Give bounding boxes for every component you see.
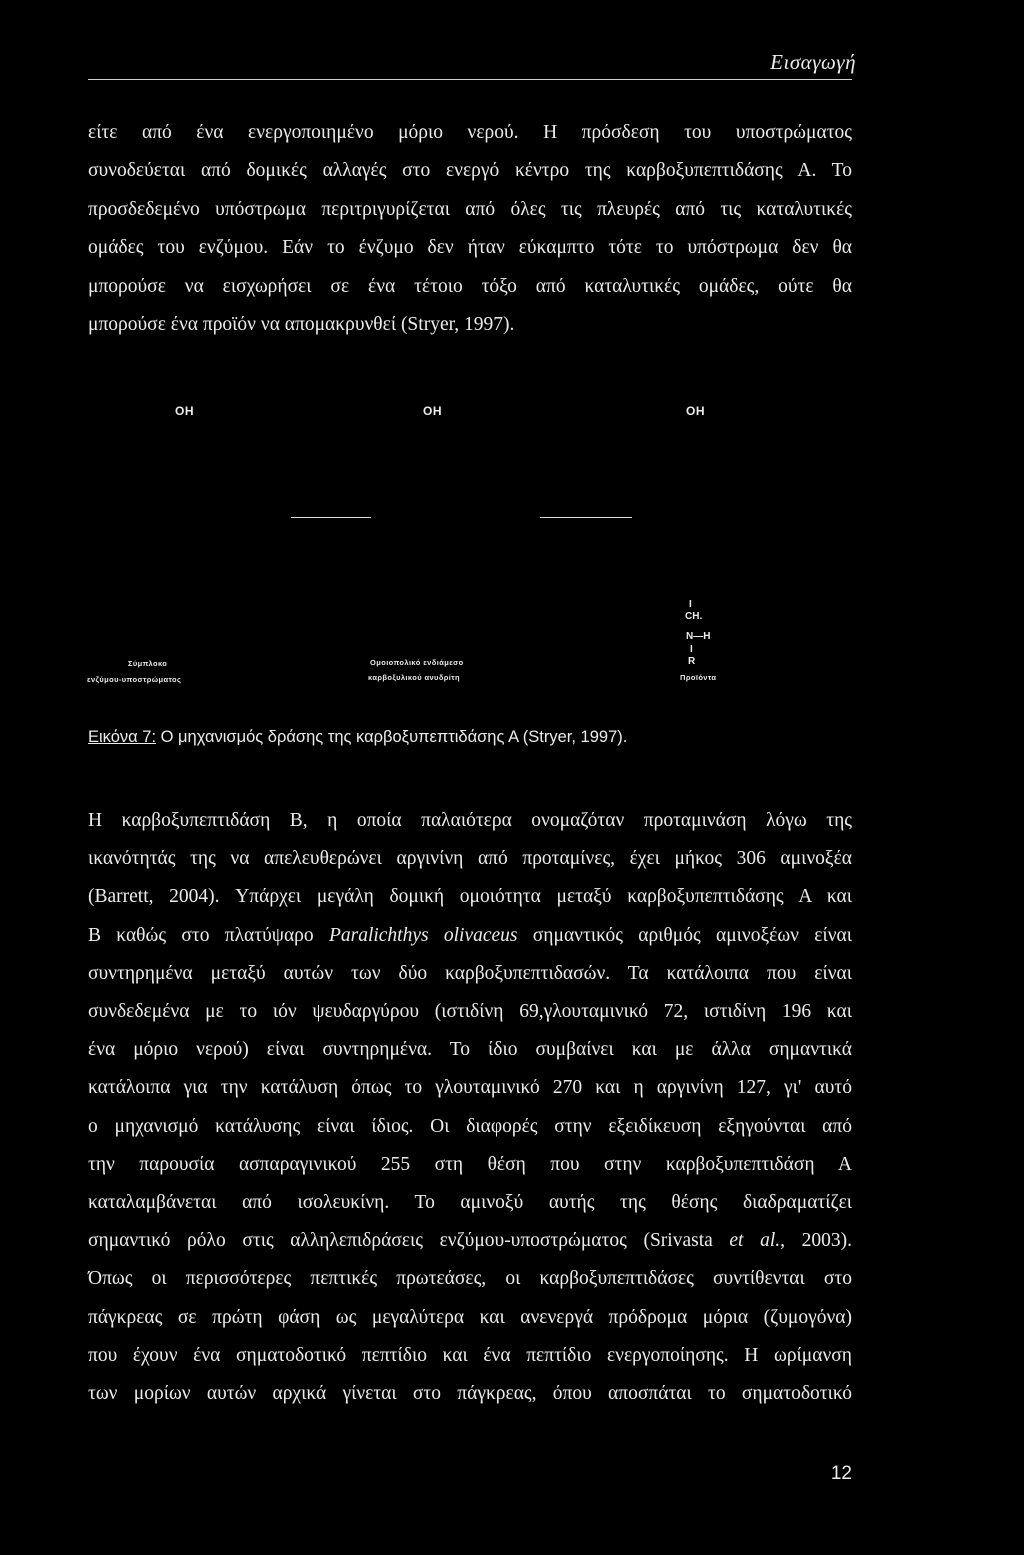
ch-group: CH. [685, 611, 703, 622]
paragraph-2-line-text [88, 1039, 852, 1061]
paragraph-2-line-text [88, 886, 852, 908]
text-run: συντηρημένα μεταξύ αυτών των δύο καρβοξυπεπτιδασών. Τα κατάλοιπα που είναι [88, 962, 852, 984]
caption-text: Ο μηχανισμός δράσης της καρβοξυπεπτιδάσης Α (Stryer, 1997). [156, 728, 628, 746]
stage-label-3-line2: Προϊόντα [680, 673, 717, 682]
paragraph-2-line-text [88, 1345, 852, 1367]
paragraph-1-line-text: προσδεδεμένο υπόστρωμα περιτριγυρίζεται από όλες τις πλευρές από τις καταλυτικές [88, 198, 852, 220]
text-run: (Barrett, 2004). Υπάρχει μεγάλη δομική ομοιότητα μεταξύ καρβοξυπεπτιδάσης Α και [88, 886, 852, 908]
paragraph-2-line-text [88, 1192, 852, 1214]
text-run: των μορίων αυτών αρχικά γίνεται στο πάγκρεας, όπου αποσπάται το σηματοδοτικό [88, 1383, 852, 1404]
caption-label: Εικόνα 7 [88, 728, 152, 746]
reaction-line-1 [291, 517, 371, 518]
paragraph-2-line-text [88, 1230, 852, 1252]
oh-label-3: OH [686, 404, 705, 418]
paragraph-2-line-text [88, 1307, 852, 1329]
paragraph-2-line-text [88, 1268, 852, 1290]
r-group: R [688, 656, 696, 667]
text-run: ένα μόριο νερού) είναι συντηρημένα. Το ίδιο συμβαίνει και με άλλα σημαντικά [88, 1039, 852, 1061]
text-run: σημαντικός αριθμός αμινοξέων είναι [517, 924, 852, 946]
text-run: πάγκρεας σε πρώτη φάση ως μεγαλύτερα και ανενεργά πρόδρομα μόρια (ζυμογόνα) [88, 1306, 852, 1328]
paragraph-2-line-text [88, 1077, 852, 1099]
header-rule [88, 79, 852, 80]
reaction-line-2 [540, 517, 632, 518]
text-run: Η καρβοξυπεπτιδάση Β, η οποία παλαιότερα ονομαζόταν προταμινάση λόγω της [88, 810, 852, 831]
nh-group: N—H [686, 631, 711, 642]
oh-label-2: OH [423, 404, 442, 418]
paragraph-2-line-text [88, 848, 852, 870]
paragraph-2-line-text [88, 1383, 852, 1405]
stage-label-2-line2: καρβοξυλικού ανυδρίτη [368, 673, 461, 682]
text-run: Όπως οι περισσότερες πεπτικές πρωτεάσες, οι καρβοξυπεπτιδάσες συντίθενται στο [88, 1268, 852, 1290]
paragraph-1-line-text: είτε από ένα ενεργοποιημένο μόριο νερού. Η πρόσδεση του υποστρώματος [88, 122, 852, 143]
italic-term: et al. [729, 1230, 781, 1252]
stage-label-2-line1: Ομοιοπολικό ενδιάμεσο [370, 658, 464, 667]
text-run: κατάλοιπα για την κατάλυση όπως το γλουταμινικό 270 και η αργινίνη 127, γι' αυτό [88, 1077, 852, 1099]
paragraph-2-line-text [88, 1154, 852, 1176]
paragraph-1-line-text: μπορούσε να εισχωρήσει σε ένα τέτοιο τόξο από καταλυτικές ομάδες, ούτε θα [88, 275, 852, 297]
paragraph-2-line-text [88, 1116, 852, 1138]
page-number: 12 [830, 1463, 852, 1484]
italic-term: Paralichthys olivaceus [328, 924, 518, 946]
text-run: σημαντικό ρόλο στις αλληλεπιδράσεις ενζύμου-υποστρώματος (Srivasta [88, 1230, 730, 1252]
text-run: συνδεδεμένα με το ιόν ψευδαργύρου (ιστιδίνη 69,γλουταμινικό 72, ιστιδίνη 196 και [88, 1001, 852, 1022]
text-run: την παρουσία ασπαραγινικού 255 στη θέση που στην καρβοξυπεπτιδάση Α [88, 1153, 852, 1175]
paragraph-2-line-text [88, 963, 852, 985]
paragraph-1-line-text: ομάδες του ενζύμου. Εάν το ένζυμο δεν ήταν εύκαμπτο τότε το υπόστρωμα δεν θα [88, 237, 852, 259]
oh-label-1: OH [175, 404, 194, 418]
paragraph-1-line-text: συνοδεύεται από δομικές αλλαγές στο ενεργό κέντρο της καρβοξυπεπτιδάσης Α. Το [88, 160, 852, 182]
caption-colon: : [151, 728, 157, 746]
bond-top: I [689, 599, 692, 610]
text-run: Β καθώς στο πλατύψαρο [88, 924, 329, 946]
stage-label-1-line1: Σύμπλοκο [128, 659, 168, 668]
running-header-title: Εισαγωγή [770, 50, 856, 74]
figure-caption [88, 728, 627, 747]
paragraph-2-line-text [88, 925, 852, 947]
text-run: που έχουν ένα σηματοδοτικό πεπτίδιο και ένα πεπτίδιο ενεργοποίησης. Η ωρίμανση [88, 1344, 852, 1366]
text-run: ικανότητάς της να απελευθερώνει αργινίνη από προταμίνες, έχει μήκος 306 αμινοξέα [88, 848, 852, 870]
paragraph-1-line-text: μπορούσε ένα προϊόν να απομακρυνθεί (Stryer, 1997). [88, 314, 515, 335]
mechanism-figure [88, 380, 852, 710]
text-run: καταλαμβάνεται από ισολευκίνη. Το αμινοξύ αυτής της θέσης διαδραματίζει [88, 1192, 852, 1213]
stage-label-1-line2: ενζύμου-υποστρώματος [87, 675, 182, 684]
bond-mid: I [690, 644, 693, 655]
paragraph-2-line-text [88, 810, 852, 832]
paragraph-2-line-text [88, 1001, 852, 1023]
text-run: , 2003). [780, 1230, 853, 1252]
text-run: ο μηχανισμό κατάλυσης είναι ίδιος. Οι διαφορές στην εξειδίκευση εξηγούνται από [88, 1115, 852, 1137]
